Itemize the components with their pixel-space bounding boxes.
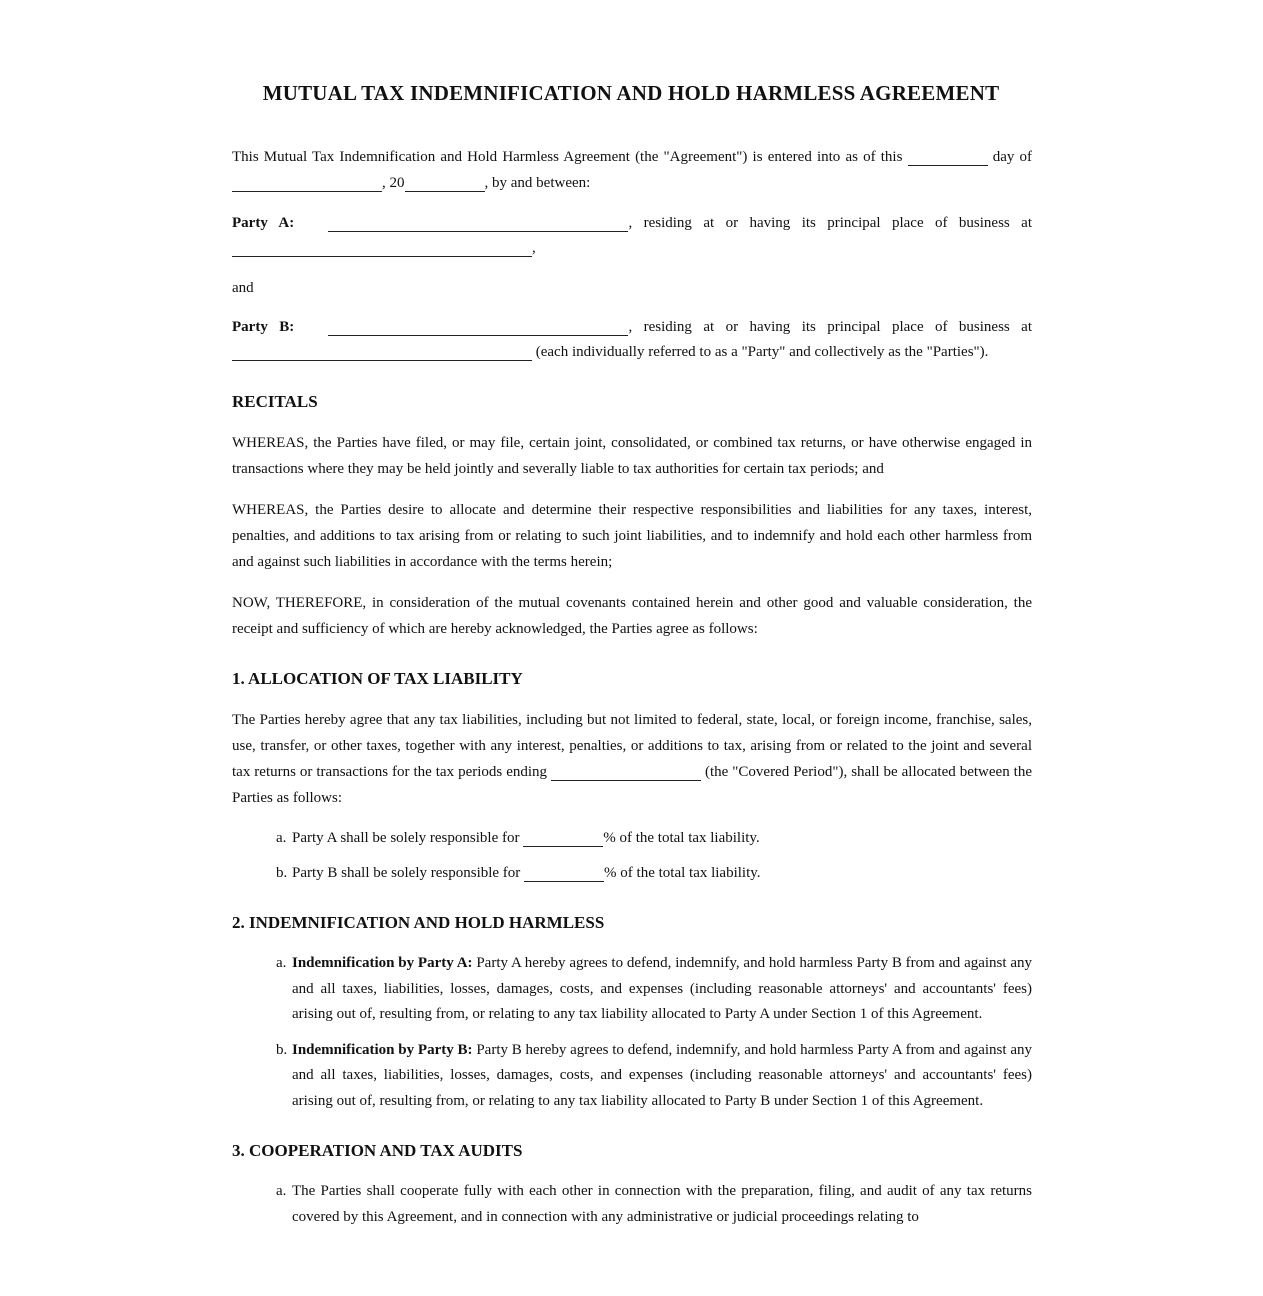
list-marker: a.	[276, 1183, 287, 1199]
document-page	[232, 0, 1032, 1230]
indemnification-b-text: Party B hereby agrees to defend, indemnify, and hold harmless Party A from and against any and all taxes, liabilities, losses, damages, costs, and expenses (including reasonable attorneys' and accountants' fees) arising out of, resulting from, or relating to any tax liability allocated to Party B under Section 1 of this Agreement.	[292, 1041, 1032, 1109]
party-a-percent-blank[interactable]	[523, 828, 603, 847]
party-a-address-blank[interactable]	[232, 238, 532, 257]
indemnification-list	[232, 951, 1032, 1114]
indemnification-a-text: Party A hereby agrees to defend, indemnify, and hold harmless Party B from and against any and all taxes, liabilities, losses, damages, costs, and expenses (including reasonable attorneys' and accountants' fees) arising out of, resulting from, or relating to any tax liability allocated to Party A under Section 1 of this Agreement.	[292, 955, 1032, 1022]
party-b-name-blank[interactable]	[328, 317, 628, 336]
section-1-body-b: (the "Covered Period"), shall be allocated between the Parties as follows:	[232, 764, 1033, 806]
covered-period-blank[interactable]	[551, 762, 701, 781]
section-1-heading: 1. ALLOCATION OF TAX LIABILITY	[232, 669, 523, 688]
list-marker: a.	[276, 955, 287, 971]
recitals-heading: RECITALS	[232, 392, 318, 411]
intro-text-1: This Mutual Tax Indemnification and Hold Harmless Agreement (the "Agreement") is entered into as of this	[232, 149, 903, 165]
party-b-percent-blank[interactable]	[524, 863, 604, 882]
section-1-body-a: The Parties hereby agree that any tax liabilities, including but not limited to federal, state, local, or foreign income, franchise, sales, use, transfer, or other taxes, together with any interest, penalties, or additions to tax, arising from or related to the joint and several tax returns or transactions for the tax periods ending	[232, 712, 1032, 780]
intro-text-3: , 20	[382, 175, 405, 191]
allocation-a-text: Party A shall be solely responsible for	[292, 830, 520, 846]
party-b-label: Party B:	[232, 319, 295, 335]
list-marker: b.	[276, 1041, 288, 1058]
party-a-paragraph	[232, 211, 1032, 261]
allocation-b-text: Party B shall be solely responsible for	[292, 864, 521, 881]
party-a-name-blank[interactable]	[328, 213, 628, 232]
list-item	[276, 1179, 1032, 1230]
intro-text-4: , by and between:	[484, 175, 591, 191]
intro-paragraph	[232, 144, 1032, 196]
list-marker: a.	[276, 830, 287, 846]
party-a-text: , residing at or having its principal place of business at	[628, 215, 1032, 231]
day-blank[interactable]	[908, 147, 988, 166]
cooperation-a-text: The Parties shall cooperate fully with each other in connection with the preparation, filing, and audit of any tax returns covered by this Agreement, and in connection with any administrative or judicial proceedings relating to	[292, 1183, 1032, 1225]
cooperation-list	[232, 1179, 1032, 1230]
year-blank[interactable]	[405, 173, 485, 192]
and-text: and	[232, 280, 254, 296]
section-1-body	[232, 707, 1032, 811]
party-b-paragraph	[232, 315, 1032, 365]
document-title: MUTUAL TAX INDEMNIFICATION AND HOLD HARMLESS AGREEMENT	[262, 81, 1000, 105]
party-b-end: (each individually referred to as a "Party" and collectively as the "Parties").	[532, 344, 989, 360]
section-3-heading: 3. COOPERATION AND TAX AUDITS	[232, 1141, 523, 1160]
now-therefore: NOW, THEREFORE, in consideration of the mutual covenants contained herein and other good and valuable consideration, the receipt and sufficiency of which are hereby acknowledged, the Parties agree as follows:	[232, 595, 1032, 637]
intro-text-2: day of	[992, 149, 1033, 165]
allocation-b-post: % of the total tax liability.	[604, 864, 761, 881]
party-b-address-blank[interactable]	[232, 342, 532, 361]
list-marker: b.	[276, 864, 288, 881]
list-item	[276, 861, 1032, 887]
whereas-2: WHEREAS, the Parties desire to allocate and determine their respective responsibilities and liabilities for any taxes, interest, penalties, and additions to tax arising from or relating to such joint liabilities, and to indemnify and hold each other harmless from and against such liabilities in accordance with the terms herein;	[232, 502, 1032, 570]
list-item	[276, 1038, 1032, 1115]
month-blank[interactable]	[232, 173, 382, 192]
allocation-a-post: % of the total tax liability.	[603, 830, 760, 846]
allocation-list	[232, 826, 1032, 886]
whereas-1: WHEREAS, the Parties have filed, or may file, certain joint, consolidated, or combined tax returns, or have otherwise engaged in transactions where they may be held jointly and severally liable to tax authorities for certain tax periods; and	[232, 435, 1032, 477]
party-a-label: Party A:	[232, 215, 295, 231]
indemnification-a-lead: Indemnification by Party A:	[292, 955, 473, 971]
list-item	[276, 951, 1032, 1028]
indemnification-b-lead: Indemnification by Party B:	[292, 1041, 473, 1058]
party-b-text: , residing at or having its principal place of business at	[628, 319, 1032, 335]
party-a-end: ,	[532, 240, 536, 256]
section-2-heading: 2. INDEMNIFICATION AND HOLD HARMLESS	[232, 913, 605, 932]
list-item	[276, 826, 1032, 852]
